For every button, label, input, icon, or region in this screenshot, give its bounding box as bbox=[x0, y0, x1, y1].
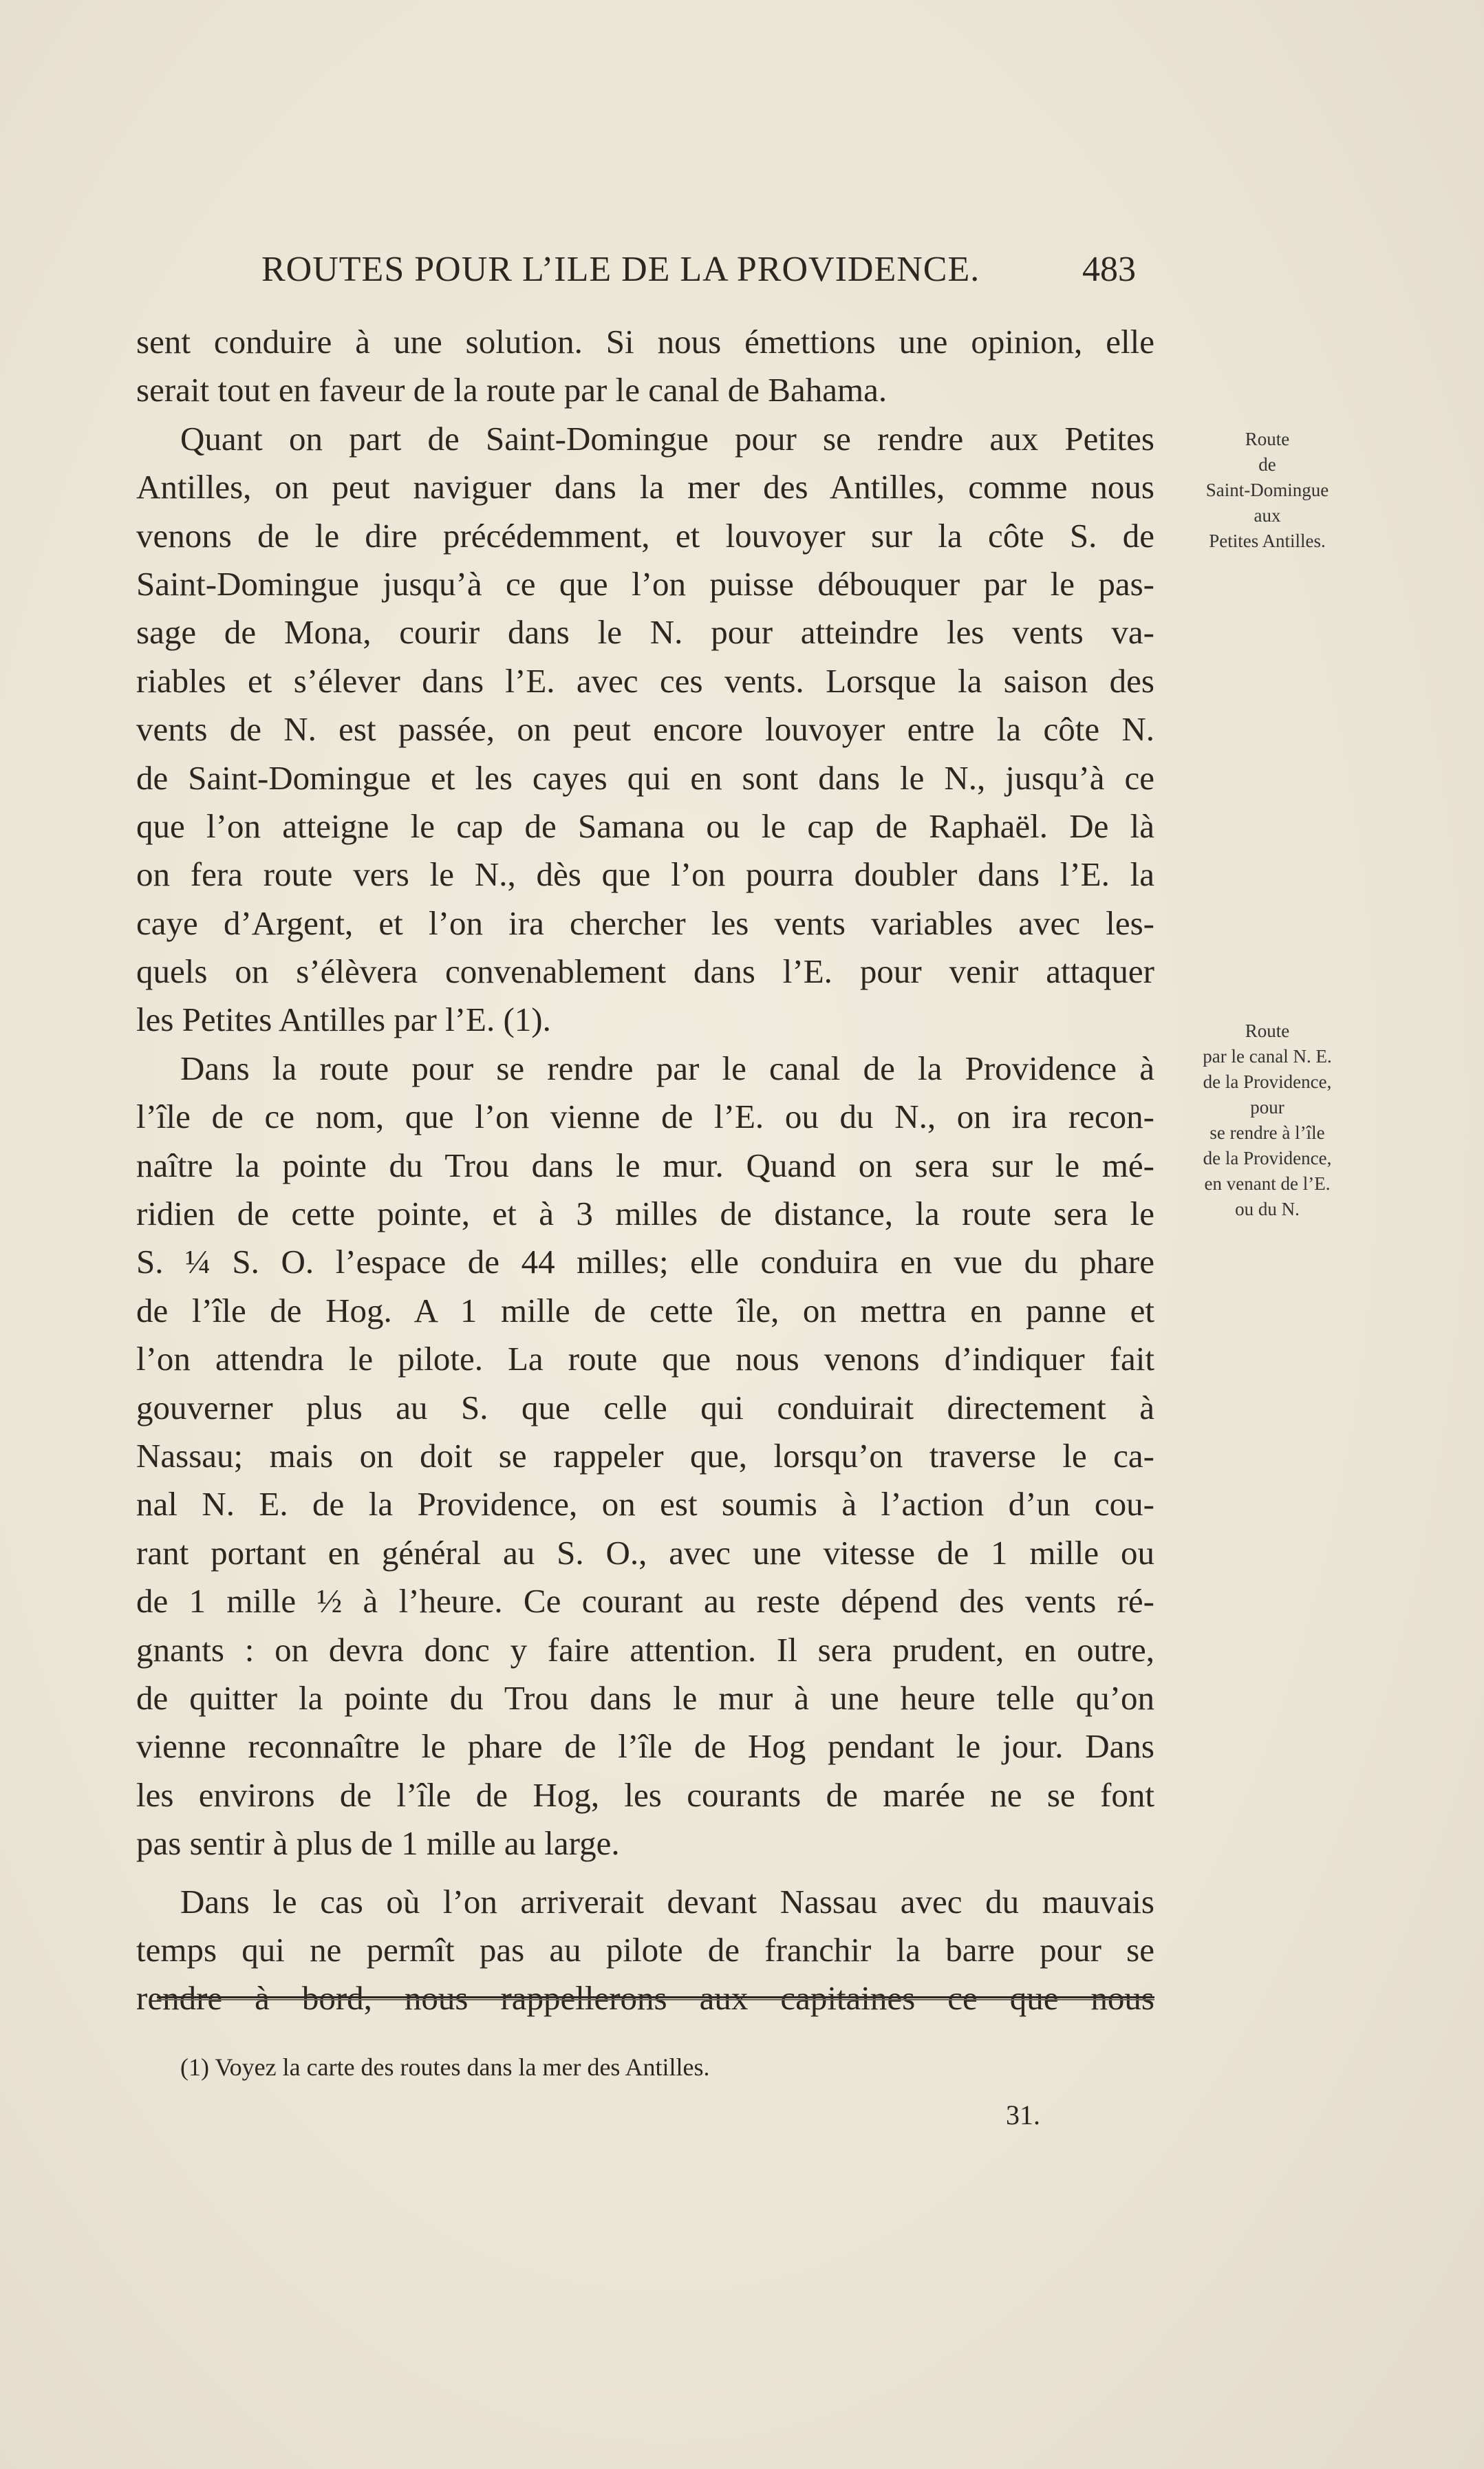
body-line: l’île de ce nom, que l’on vienne de l’E. ou du N., on ira recon- bbox=[136, 1098, 1154, 1136]
margin-note-line: se rendre à l’île bbox=[1209, 1122, 1325, 1143]
body-line: pas sentir à plus de 1 mille au large. bbox=[136, 1824, 620, 1863]
margin-note-line: Route bbox=[1245, 429, 1290, 449]
margin-note-line: par le canal N. E. bbox=[1203, 1046, 1332, 1067]
footnote: (1) Voyez la carte des routes dans la mer des Antilles. bbox=[180, 2053, 710, 2081]
margin-note-line: de bbox=[1258, 454, 1276, 475]
signature-mark: 31. bbox=[1006, 2099, 1040, 2130]
body-line: les environs de l’île de Hog, les courants de marée ne se font bbox=[136, 1775, 1154, 1814]
body-line: Saint-Domingue jusqu’à ce que l’on puisse débouquer par le pas- bbox=[136, 564, 1154, 603]
body-text bbox=[136, 318, 1154, 2023]
body-line: l’on attendra le pilote. La route que nous venons d’indiquer fait bbox=[136, 1340, 1154, 1378]
footnote-rule bbox=[157, 1996, 1154, 2000]
body-line: quels on s’élèvera convenablement dans l’E. pour venir attaquer bbox=[136, 952, 1154, 991]
margin-note-line: Saint-Domingue bbox=[1205, 480, 1329, 500]
body-line: Quant on part de Saint-Domingue pour se rendre aux Petites bbox=[180, 419, 1154, 458]
margin-note-line: aux bbox=[1254, 505, 1281, 526]
body-line: sent conduire à une solution. Si nous émettions une opinion, elle bbox=[136, 323, 1154, 361]
margin-note-saint-domingue bbox=[1164, 427, 1370, 554]
body-line: nal N. E. de la Providence, on est soumis à l’action d’un cou- bbox=[136, 1485, 1154, 1524]
body-line: de 1 mille ½ à l’heure. Ce courant au reste dépend des vents ré- bbox=[136, 1582, 1154, 1621]
body-line: vents de N. est passée, on peut encore louvoyer entre la côte N. bbox=[136, 710, 1154, 749]
body-line: on fera route vers le N., dès que l’on pourra doubler dans l’E. la bbox=[136, 855, 1154, 894]
body-line: rendre à bord, nous rappellerons aux capitaines ce que nous bbox=[136, 1979, 1154, 2018]
body-line: S. ¼ S. O. l’espace de 44 milles; elle conduira en vue du phare bbox=[136, 1243, 1154, 1281]
body-line: Nassau; mais on doit se rappeler que, lorsqu’on traverse le ca- bbox=[136, 1436, 1154, 1475]
body-line: caye d’Argent, et l’on ira chercher les vents variables avec les- bbox=[136, 904, 1154, 942]
body-line: Dans la route pour se rendre par le canal de la Providence à bbox=[180, 1049, 1154, 1087]
header-title: ROUTES POUR L’ILE DE LA PROVIDENCE. bbox=[261, 250, 980, 289]
margin-note-line: de la Providence, bbox=[1203, 1071, 1332, 1092]
margin-note-line: pour bbox=[1250, 1097, 1284, 1118]
margin-note-providence bbox=[1164, 1018, 1370, 1222]
body-line: que l’on atteigne le cap de Samana ou le cap de Raphaël. De là bbox=[136, 806, 1154, 845]
body-line: ridien de cette pointe, et à 3 milles de distance, la route sera le bbox=[136, 1195, 1154, 1233]
body-line: Dans le cas où l’on arriverait devant Nassau avec du mauvais bbox=[180, 1882, 1154, 1921]
body-line: serait tout en faveur de la route par le canal de Bahama. bbox=[136, 371, 888, 409]
body-line: les Petites Antilles par l’E. (1). bbox=[136, 1001, 551, 1039]
margin-note-line: Route bbox=[1245, 1020, 1290, 1041]
body-line: de Saint-Domingue et les cayes qui en sont dans le N., jusqu’à ce bbox=[136, 758, 1154, 797]
body-line: Antilles, on peut naviguer dans la mer des Antilles, comme nous bbox=[136, 468, 1154, 506]
body-line: temps qui ne permît pas au pilote de franchir la barre pour se bbox=[136, 1930, 1154, 1969]
body-line: gouverner plus au S. que celle qui conduirait directement à bbox=[136, 1388, 1154, 1426]
running-header bbox=[261, 249, 1152, 299]
body-line: riables et s’élever dans l’E. avec ces vents. Lorsque la saison des bbox=[136, 661, 1154, 700]
body-line: naître la pointe du Trou dans le mur. Quand on sera sur le mé- bbox=[136, 1146, 1154, 1184]
margin-note-line: Petites Antilles. bbox=[1209, 531, 1326, 551]
page-number: 483 bbox=[1082, 250, 1136, 289]
margin-note-line: de la Providence, bbox=[1203, 1148, 1332, 1168]
body-line: rant portant en général au S. O., avec une vitesse de 1 mille ou bbox=[136, 1533, 1154, 1572]
body-line: de l’île de Hog. A 1 mille de cette île, on mettra en panne et bbox=[136, 1291, 1154, 1329]
body-line: venons de le dire précédemment, et louvoyer sur la côte S. de bbox=[136, 516, 1154, 555]
margin-note-line: ou du N. bbox=[1235, 1199, 1300, 1219]
body-line: sage de Mona, courir dans le N. pour atteindre les vents va- bbox=[136, 613, 1154, 652]
body-line: de quitter la pointe du Trou dans le mur à une heure telle qu’on bbox=[136, 1678, 1154, 1717]
margin-note-line: en venant de l’E. bbox=[1204, 1173, 1331, 1194]
body-line: vienne reconnaître le phare de l’île de Hog pendant le jour. Dans bbox=[136, 1727, 1154, 1766]
body-line: gnants : on devra donc y faire attention. Il sera prudent, en outre, bbox=[136, 1630, 1154, 1669]
